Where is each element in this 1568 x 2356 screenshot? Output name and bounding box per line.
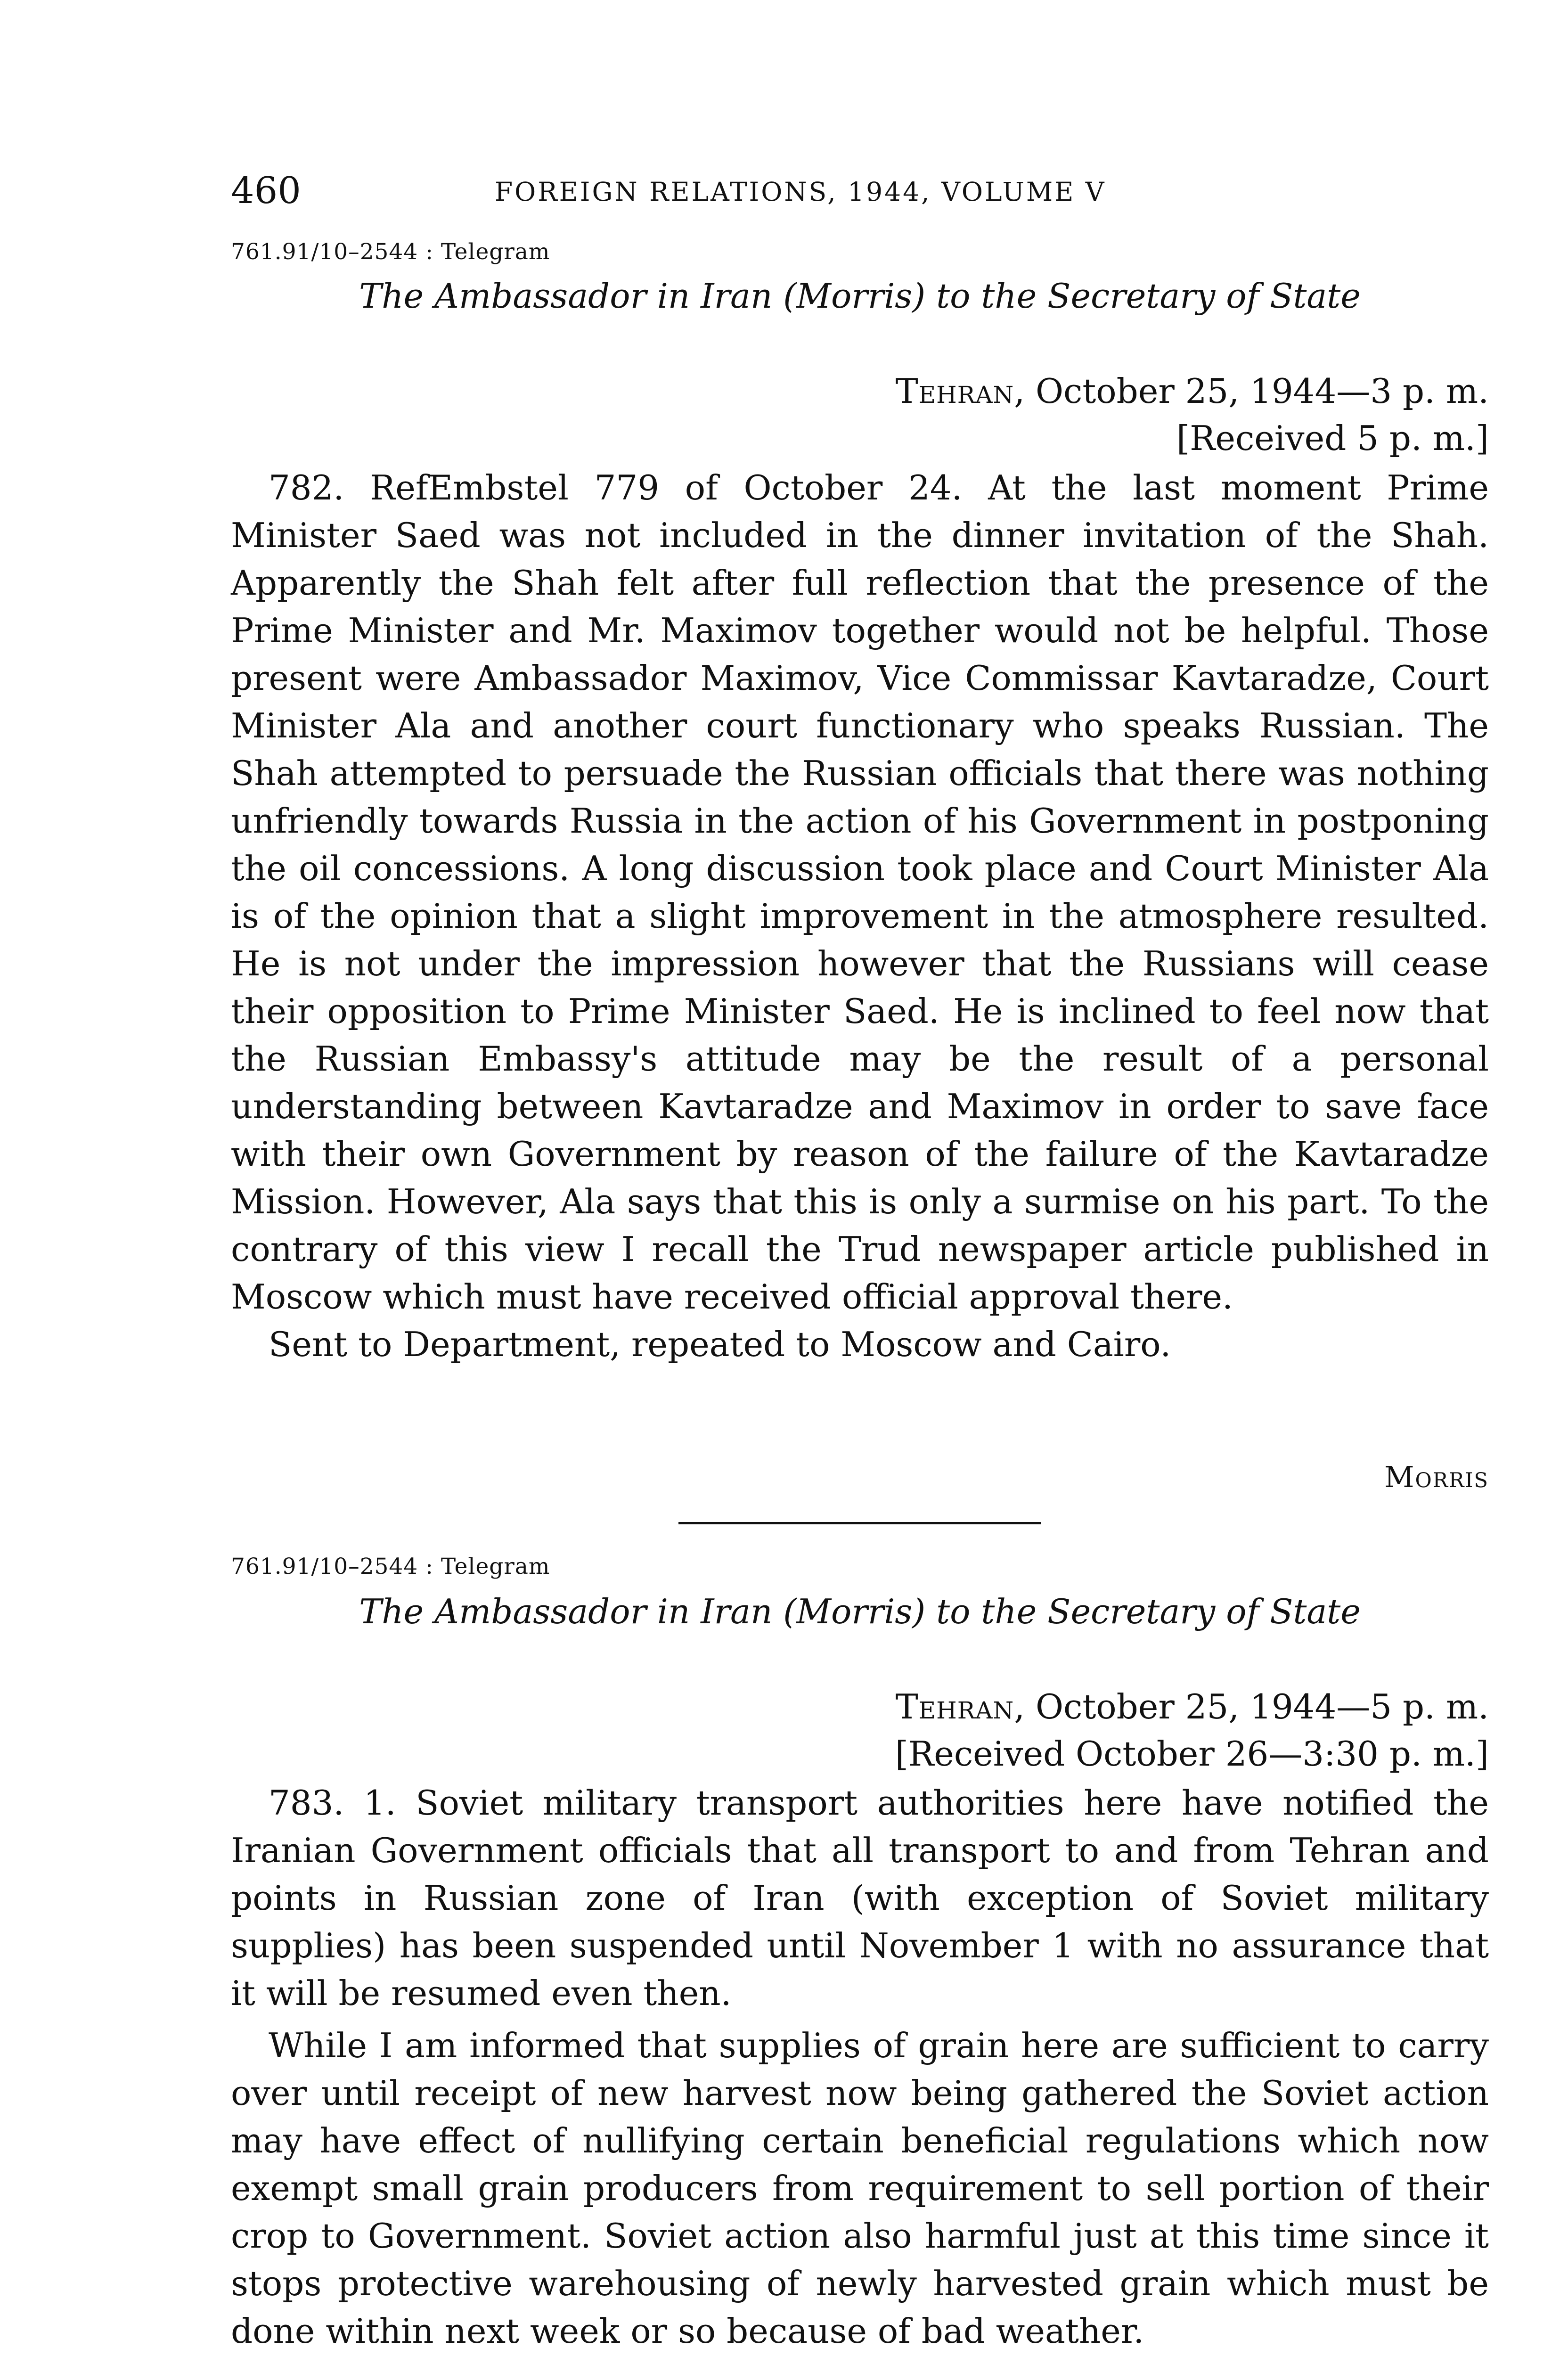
file-number: 761.91/10–2544 : Telegram [231, 239, 550, 265]
dateline-date: , October 25, 1944—5 p. m. [1014, 1687, 1489, 1726]
signature: Morris [1384, 1460, 1489, 1494]
body-paragraph: 782. RefEmbstel 779 of October 24. At the last moment Prime Minister Saed was not included in the dinner invitation of the Shah. Apparently the Shah felt after full reflection that the presence of the Prime Minister and Mr. Maximov together would not be helpful. Those present were Ambassador Maximov, Vice Commissar Kavtaradze, Court Minister Ala and another court functionary who speaks Russian. The Shah attempted to persuade the Russian officials that there was nothing unfriendly towards Russia in the action of his Government in postponing the oil concessions. A long discussion took place and Court Minister Ala is of the opinion that a slight improvement in the atmosphere resulted. He is not under the impression however that the Russians will cease their opposition to Prime Minister Saed. He is inclined to feel now that the Russian Embassy's attitude may be the result of a personal understanding between Kavtaradze and Maximov in order to save face with their own Government by reason of the failure of the Kavtaradze Mission. However, Ala says that this is only a surmise on his part. To the contrary of this view I recall the Trud newspaper article published in Moscow which must have received official approval there. [231, 468, 1489, 1317]
body-paragraph: Sent to Department, repeated to Moscow and Cairo. [269, 1325, 1171, 1364]
dateline [896, 1683, 1489, 1730]
telegram-body [231, 464, 1489, 1368]
document-heading: The Ambassador in Iran (Morris) to the Secretary of State [359, 1592, 1361, 1631]
body-paragraph: While I am informed that supplies of grain here are sufficient to carry over until receipt of new harvest now being gathered the Soviet action may have effect of nullifying certain beneficial regulations which now exempt small grain producers from requirement to sell portion of their crop to Government. Soviet action also harmful just at this time since it stops protective warehousing of newly harvested grain which must be done within next week or so because of bad weather. [231, 2026, 1489, 2351]
dateline-date: , October 25, 1944—3 p. m. [1014, 371, 1489, 411]
page-number: 460 [231, 170, 301, 212]
document-heading: The Ambassador in Iran (Morris) to the Secretary of State [359, 276, 1361, 316]
dateline-place: Tehran [895, 371, 1014, 411]
received-note: [Received 5 p. m.] [1176, 418, 1489, 458]
file-number: 761.91/10–2544 : Telegram [231, 1554, 550, 1579]
body-paragraph: 783. 1. Soviet military transport authorities here have notified the Iranian Government officials that all transport to and from Tehran and points in Russian zone of Iran (with exception of Soviet military supplies) has been suspended until November 1 with no assurance that it will be resumed even then. [231, 1783, 1489, 2013]
running-title: FOREIGN RELATIONS, 1944, VOLUME V [495, 177, 1106, 207]
dateline [896, 368, 1489, 415]
running-header [231, 165, 1489, 217]
telegram-body [231, 1779, 1489, 2355]
section-divider [678, 1522, 1041, 1524]
received-note: [Received October 26—3:30 p. m.] [895, 1734, 1489, 1774]
dateline-place: Tehran [895, 1687, 1014, 1726]
